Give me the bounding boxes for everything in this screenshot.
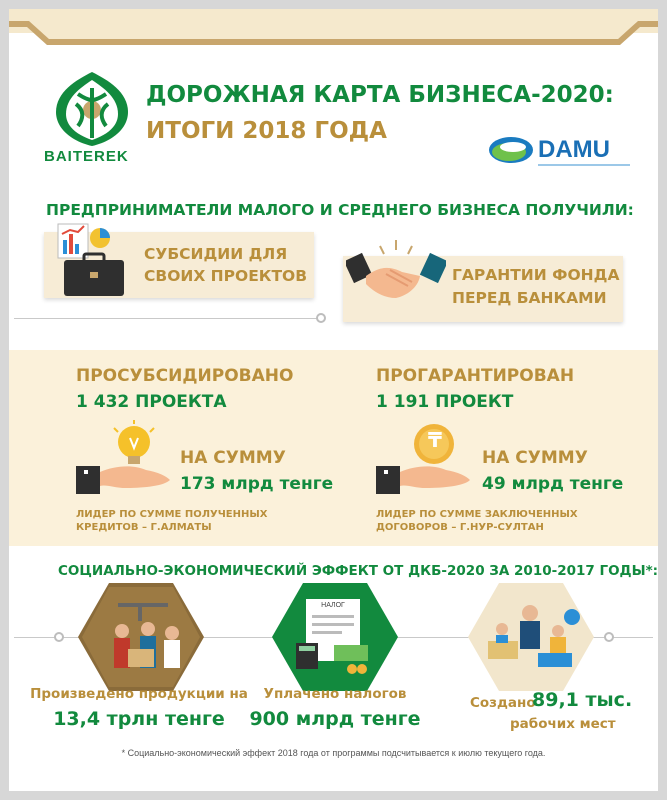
page-subtitle: ИТОГИ 2018 ГОДА	[146, 118, 387, 144]
tenge-coin-symbol: ₸	[428, 428, 442, 452]
guarantee-sum-value: 49 млрд тенге	[482, 474, 624, 494]
effect-dot-right	[604, 632, 614, 642]
guarantee-leader-line2: ДОГОВОРОВ – Г.НУР-СУЛТАН	[376, 522, 544, 533]
intro-divider-dot	[316, 313, 326, 323]
damu-underline	[538, 164, 630, 166]
subsidy-count: 1 432 ПРОЕКТА	[76, 392, 227, 412]
tax-paper-label: НАЛОГ	[321, 602, 345, 609]
card2-line1: ГАРАНТИИ ФОНДА	[452, 266, 620, 284]
taxes-caption-value: 900 млрд тенге	[249, 708, 421, 730]
production-hexagon	[78, 583, 204, 691]
subsidy-label: ПРОСУБСИДИРОВАНО	[76, 366, 294, 386]
card1-line2: СВОИХ ПРОЕКТОВ	[144, 267, 308, 285]
top-gold-shape	[9, 9, 658, 49]
baiterek-logo-icon	[48, 70, 136, 148]
taxes-caption-line1: Уплачено налогов	[263, 686, 407, 702]
jobs-hexagon	[468, 583, 594, 691]
jobs-caption-line2: рабочих мест	[510, 716, 616, 732]
guarantee-count: 1 191 ПРОЕКТ	[376, 392, 514, 412]
production-caption-line1: Произведено продукции на	[30, 686, 248, 702]
handshake-icon	[346, 236, 446, 316]
jobs-caption-prefix: Создано	[470, 695, 536, 711]
subsidy-leader-line2: КРЕДИТОВ – Г.АЛМАТЫ	[76, 522, 212, 533]
hand-lightbulb-icon	[74, 420, 174, 500]
effect-dot-left	[54, 632, 64, 642]
page-title: ДОРОЖНАЯ КАРТА БИЗНЕСА-2020:	[146, 82, 614, 108]
footnote: * Социально-экономический эффект 2018 года от программы подсчитывается к июлю текущего года.	[121, 748, 546, 758]
taxes-hexagon	[272, 583, 398, 691]
guarantee-leader-line1: ЛИДЕР ПО СУММЕ ЗАКЛЮЧЕННЫХ	[376, 509, 578, 520]
production-caption-value: 13,4 трлн тенге	[53, 708, 225, 730]
effect-heading: СОЦИАЛЬНО-ЭКОНОМИЧЕСКИЙ ЭФФЕКТ ОТ ДКБ-2020 ЗА 2010-2017 ГОДЫ*:	[58, 563, 659, 579]
jobs-caption-value: 89,1 тыс.	[532, 689, 633, 711]
subsidy-sum-label: НА СУММУ	[180, 448, 286, 468]
damu-logo-icon	[488, 136, 534, 164]
briefcase-charts-icon	[52, 218, 128, 298]
baiterek-logo-text: BAITEREK	[44, 148, 129, 165]
damu-logo-text: DAMU	[538, 136, 610, 163]
subsidy-leader-line1: ЛИДЕР ПО СУММЕ ПОЛУЧЕННЫХ	[76, 509, 268, 520]
intro-divider	[14, 318, 320, 319]
guarantee-label: ПРОГАРАНТИРОВАН	[376, 366, 575, 386]
intro-heading: ПРЕДПРИНИМАТЕЛИ МАЛОГО И СРЕДНЕГО БИЗНЕСА ПОЛУЧИЛИ:	[46, 201, 634, 219]
guarantee-sum-label: НА СУММУ	[482, 448, 588, 468]
card1-line1: СУБСИДИИ ДЛЯ	[144, 245, 288, 263]
subsidy-sum-value: 173 млрд тенге	[180, 474, 334, 494]
card2-line2: ПЕРЕД БАНКАМИ	[452, 289, 607, 307]
